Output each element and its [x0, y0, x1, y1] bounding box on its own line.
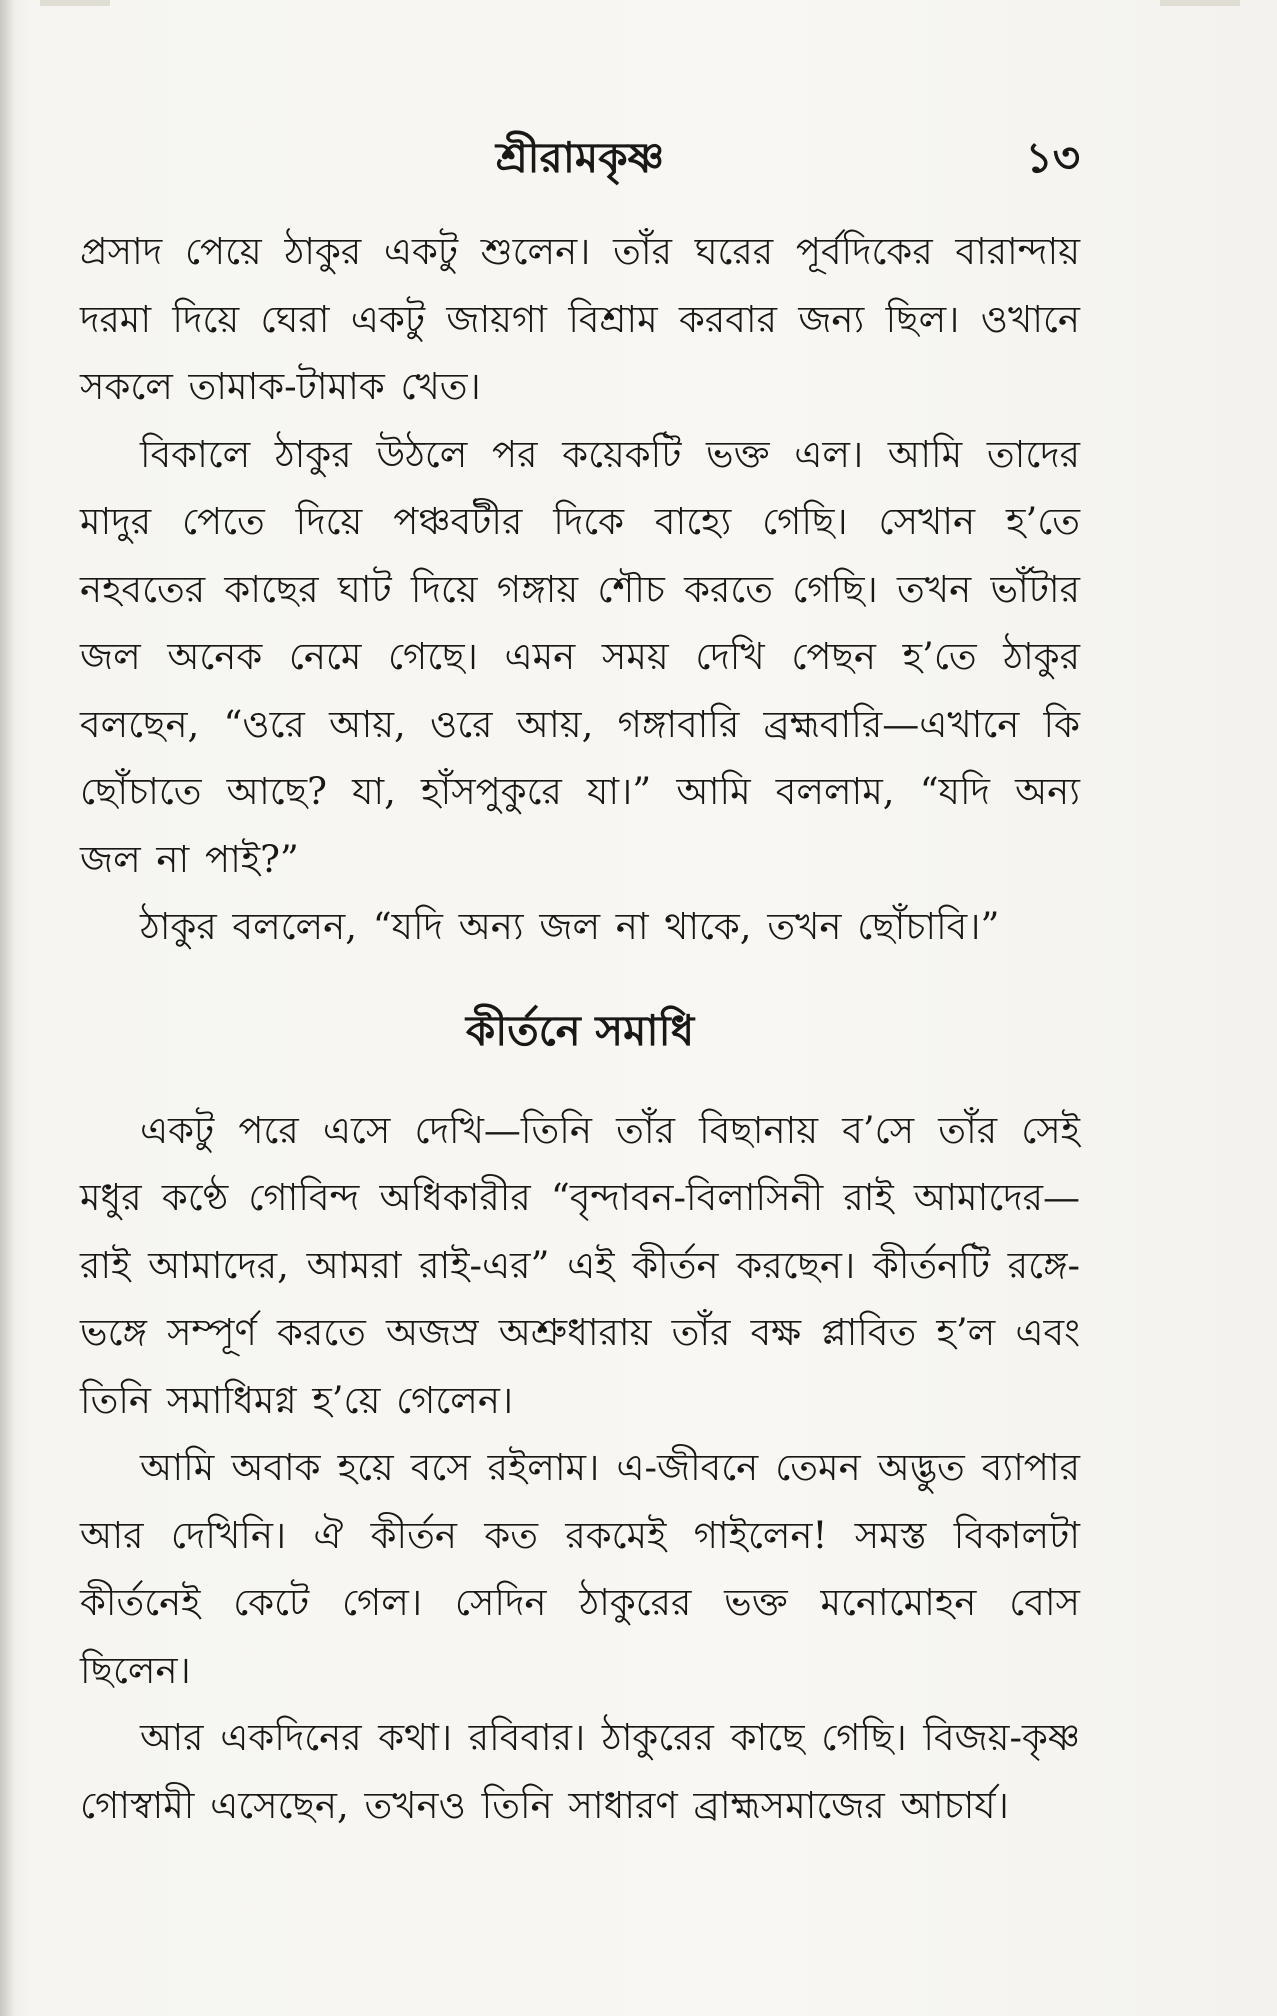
page-header	[80, 128, 1080, 188]
section-heading: কীর্তনে সমাধি	[465, 1005, 695, 1055]
page-number: ১৩	[1025, 133, 1080, 182]
page-edge-mark	[1160, 0, 1240, 6]
paragraph: আমি অবাক হয়ে বসে রইলাম। এ-জীবনে তেমন অদ্ভুত ব্যাপার আর দেখিনি। ঐ কীর্তন কত রকমেই গাইলেন! সমস্ত বিকালটা কীর্তনেই কেটে গেল। সেদিন ঠাকুরের ভক্ত মনোমোহন বোস ছিলেন।	[80, 1446, 1080, 1692]
paragraph: বিকালে ঠাকুর উঠলে পর কয়েকটি ভক্ত এল। আমি তাদের মাদুর পেতে দিয়ে পঞ্চবটীর দিকে বাহ্যে গেছি। সেখান হ’তে নহবতের কাছের ঘাট দিয়ে গঙ্গায় শৌচ করতে গেছি। তখন ভাঁটার জল অনেক নেমে গেছে। এমন সময় দেখি পেছন হ’তে ঠাকুর বলছেন, “ওরে আয়, ওরে আয়, গঙ্গাবারি ব্রহ্মবারি—এখানে কি ছোঁচাতে আছে? যা, হাঁসপুকুরে যা।” আমি বললাম, “যদি অন্য জল না পাই?”	[80, 432, 1080, 881]
running-title: শ্রীরামকৃষ্ণ	[495, 133, 665, 182]
page-edge-mark	[40, 0, 110, 6]
paragraph: প্রসাদ পেয়ে ঠাকুর একটু শুলেন। তাঁর ঘরের পূর্বদিকের বারান্দায় দরমা দিয়ে ঘেরা একটু জায়গা বিশ্রাম করবার জন্য ছিল। ওখানে সকলে তামাক-টামাক খেত।	[80, 230, 1080, 408]
paragraph: ঠাকুর বললেন, “যদি অন্য জল না থাকে, তখন ছোঁচাবি।”	[140, 905, 1000, 948]
paragraph: আর একদিনের কথা। রবিবার। ঠাকুরের কাছে গেছি। বিজয়-কৃষ্ণ গোস্বামী এসেছেন, তখনও তিনি সাধারণ ব্রাহ্মসমাজের আচার্য।	[80, 1716, 1080, 1827]
body-text	[80, 218, 1080, 1839]
spine-shadow	[0, 0, 14, 2016]
paragraph: একটু পরে এসে দেখি—তিনি তাঁর বিছানায় ব’সে তাঁর সেই মধুর কণ্ঠে গোবিন্দ অধিকারীর “বৃন্দাবন-বিলাসিনী রাই আমাদের—রাই আমাদের, আমরা রাই-এর” এই কীর্তন করছেন। কীর্তনটি রঙ্গে-ভঙ্গে সম্পূর্ণ করতে অজস্র অশ্রুধারায় তাঁর বক্ষ প্লাবিত হ’ল এবং তিনি সমাধিমগ্ন হ’য়ে গেলেন।	[80, 1108, 1080, 1422]
